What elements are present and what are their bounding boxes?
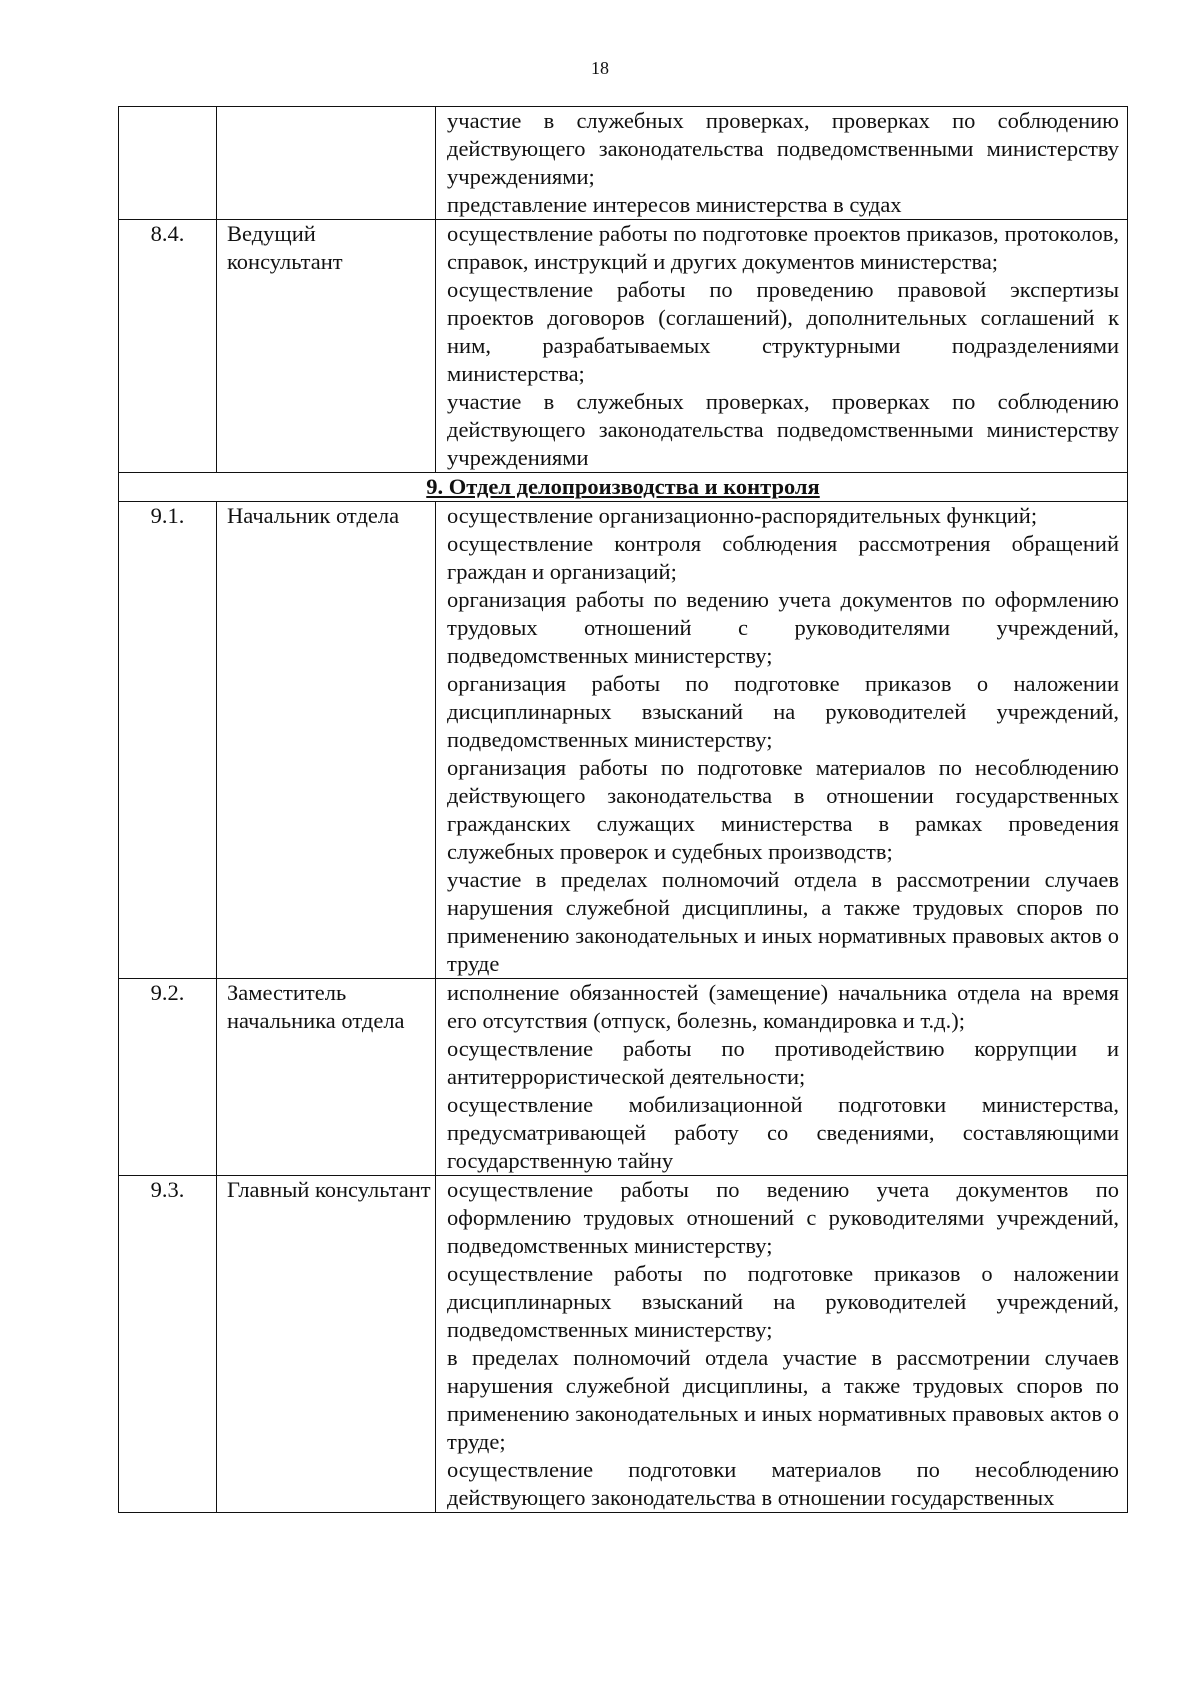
duty-item: участие в служебных проверках, проверках по соблюдению действующего законодательства подведомственными министерству учреждениями; bbox=[447, 108, 1119, 189]
duties-cell bbox=[436, 107, 1128, 220]
duty-item: осуществление работы по подготовке приказов о наложении дисциплинарных взысканий на руководителей учреждений, подведомственных министерству; bbox=[447, 1261, 1119, 1342]
duties-table bbox=[118, 106, 1128, 1513]
duty-item: организация работы по подготовке материалов по несоблюдению действующего законодательства в отношении государственных гражданских служащих министерства в рамках проведения служебных проверок и судебных производств; bbox=[447, 755, 1119, 864]
row-number: 8.4. bbox=[119, 220, 217, 473]
duty-item: осуществление работы по проведению правовой экспертизы проектов договоров (соглашений), дополнительных соглашений к ним, разрабатываемых структурными подразделениями министерства; bbox=[447, 277, 1119, 386]
duty-item: участие в пределах полномочий отдела в рассмотрении случаев нарушения служебной дисциплины, а также трудовых споров по применению законодательных и иных нормативных правовых актов о труде bbox=[447, 867, 1119, 976]
section-header-row bbox=[119, 473, 1128, 502]
row-number bbox=[119, 107, 217, 220]
duties-cell bbox=[436, 979, 1128, 1176]
duties-cell bbox=[436, 1176, 1128, 1513]
duty-item: представление интересов министерства в судах bbox=[447, 192, 902, 217]
duty-item: осуществление работы по подготовке проектов приказов, протоколов, справок, инструкций и других документов министерства; bbox=[447, 221, 1119, 274]
table-row bbox=[119, 1176, 1128, 1513]
duty-item: осуществление работы по ведению учета документов по оформлению трудовых отношений с руководителями учреждений, подведомственных министерству; bbox=[447, 1177, 1119, 1258]
table-row bbox=[119, 220, 1128, 473]
table-row bbox=[119, 502, 1128, 979]
row-number: 9.3. bbox=[119, 1176, 217, 1513]
position-title: Главный консультант bbox=[217, 1176, 436, 1513]
position-title: Начальник отдела bbox=[217, 502, 436, 979]
duties-cell bbox=[436, 220, 1128, 473]
table-row bbox=[119, 979, 1128, 1176]
row-number: 9.1. bbox=[119, 502, 217, 979]
duty-item: организация работы по подготовке приказов о наложении дисциплинарных взысканий на руководителей учреждений, подведомственных министерству; bbox=[447, 671, 1119, 752]
page-number: 18 bbox=[591, 58, 609, 78]
duty-item: осуществление подготовки материалов по несоблюдению действующего законодательства в отношении государственных bbox=[447, 1457, 1119, 1510]
section-title: 9. Отдел делопроизводства и контроля bbox=[119, 473, 1128, 502]
duty-item: осуществление организационно-распорядительных функций; bbox=[447, 503, 1038, 528]
duties-cell bbox=[436, 502, 1128, 979]
table-row bbox=[119, 107, 1128, 220]
row-number: 9.2. bbox=[119, 979, 217, 1176]
duty-item: организация работы по ведению учета документов по оформлению трудовых отношений с руководителями учреждений, подведомственных министерству; bbox=[447, 587, 1119, 668]
duty-item: осуществление мобилизационной подготовки министерства, предусматривающей работу со сведениями, составляющими государственную тайну bbox=[447, 1092, 1119, 1173]
duty-item: в пределах полномочий отдела участие в рассмотрении случаев нарушения служебной дисциплины, а также трудовых споров по применению законодательных и иных нормативных правовых актов о труде; bbox=[447, 1345, 1119, 1454]
duty-item: исполнение обязанностей (замещение) начальника отдела на время его отсутствия (отпуск, болезнь, командировка и т.д.); bbox=[447, 980, 1119, 1033]
duty-item: осуществление контроля соблюдения рассмотрения обращений граждан и организаций; bbox=[447, 531, 1119, 584]
duty-item: осуществление работы по противодействию коррупции и антитеррористической деятельности; bbox=[447, 1036, 1119, 1089]
position-title: Заместитель начальника отдела bbox=[217, 979, 436, 1176]
duty-item: участие в служебных проверках, проверках по соблюдению действующего законодательства подведомственными министерству учреждениями bbox=[447, 389, 1119, 470]
position-title bbox=[217, 107, 436, 220]
position-title: Ведущий консультант bbox=[217, 220, 436, 473]
